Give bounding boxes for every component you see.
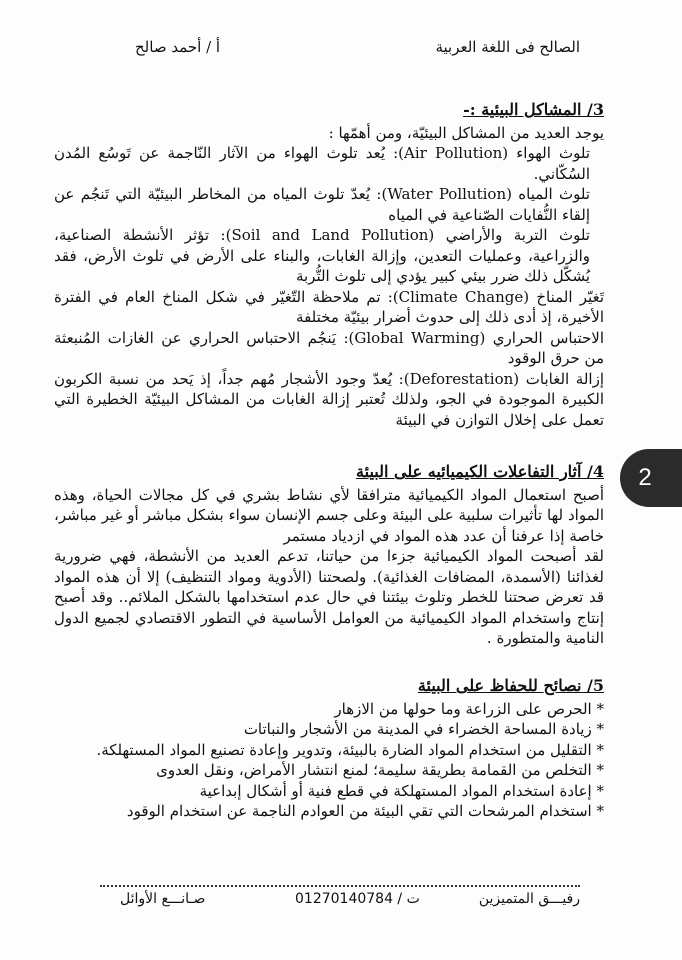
section-heading: 3/ المشاكل البيئية :- — [463, 100, 604, 119]
paragraph-climate-change: تَغيّر المناخ (Climate Change): تم ملاحظة التّغيّر في شكل المناخ العام في الفترة الأخيرة، إذ أدى ذلك إلى حدوث أضرار بيئيّة مختلفة — [54, 287, 604, 326]
section-environment-tips — [54, 676, 604, 822]
paragraph-air-pollution: تلوث الهواء (Air Pollution): يُعد تلوث الهواء من الآثار النّاجمة عن تَوسُع المُدن السُكّاني. — [54, 144, 590, 183]
paragraph-chemical-use: أصبح استعمال المواد الكيميائية مترافقا لأي نشاط بشري في كل مجالات الحياة، وهذه المواد لها تأثيرات سلبية على البيئة وعلى جسم الإنسان سواء بشكل مباشر أو غير مباشر، خاصة إذا عرفنا أن عدد هذه المواد في ازدياد مستمر — [54, 485, 604, 545]
page-footer — [100, 885, 580, 913]
tip-item: * الحرص على الزراعة وما حولها من الازهار — [334, 699, 604, 718]
footer-phone: ت / 01270140784 — [295, 891, 420, 907]
book-title: الصالح فى اللغة العربية — [435, 38, 580, 56]
author-name: أ / أحمد صالح — [135, 38, 221, 56]
section-environmental-problems — [54, 100, 604, 430]
tip-item: * إعادة استخدام المواد المستهلكة في قطع فنية أو أشكال إبداعية — [199, 781, 604, 800]
section-chemical-effects — [54, 462, 604, 649]
tip-item: * استخدام المرشحات التي تقي البيئة من العوادم الناجمة عن استخدام الوقود — [126, 802, 604, 820]
footer-dotted-line — [100, 885, 580, 887]
tip-item: * التخلص من القمامة بطريقة سليمة؛ لمنع انتشار الأمراض، ونقل العدوى — [156, 761, 604, 779]
footer-slogan-right: رفيـــق المتميزين — [478, 891, 580, 907]
tip-item: * التقليل من استخدام المواد الضارة بالبيئة، وتدوير وإعادة تصنيع المواد المستهلكة. — [96, 740, 604, 759]
paragraph-water-pollution: تلوث المياه (Water Pollution): يُعدّ تلوث المياه من المخاطر البيئيّة التي تَنجُم عن إلقاء النُّفايات الصّناعية في المياه — [54, 185, 591, 224]
page-number-badge: 2 — [620, 449, 682, 507]
paragraph-soil-pollution: تلوث التربة والأراضي (Soil and Land Pollution): تؤثر الأنشطة الصناعية، والزراعية، وعمليات التعدين، وإزالة الغابات، والبناء على الأرض في تلوث الأرض، فقد يُشكّل ذلك ضرر بيئي كبير يؤدي إلى تلوث التُّربة — [54, 226, 590, 285]
section-heading: 4/ آثار التفاعلات الكيميائيه على البيئة — [356, 462, 604, 481]
section-intro: يوجد العديد من المشاكل البيئيّة، ومن أهمّها : — [328, 123, 604, 142]
paragraph-global-warming: الاحتباس الحراري (Global Warming): يَنجُم الاحتباس الحراري عن الغازات المُنبعثة من حرق الوقود — [54, 328, 605, 367]
paragraph-deforestation: إزالة الغابات (Deforestation): يُعدّ وجود الأشجار مُهم جداً، إذ يَحد من نسبة الكربون الكبيرة الموجودة في الجو، ولذلك تُعتبر إزالة الغابات من المشاكل البيئيّة الخطيرة التي تعمل على إخلال التوازن في البيئة — [54, 369, 604, 429]
footer-slogan-left: صـانـــع الأوائل — [120, 891, 206, 907]
tip-item: * زيادة المساحة الخضراء في المدينة من الأشجار والنباتات — [243, 720, 604, 738]
section-heading: 5/ نصائح للحفاظ على البيئة — [417, 676, 604, 695]
paragraph-chemical-importance: لقد أصبحت المواد الكيميائية جزءا من حياتنا، تدعم العديد من الأنشطة، فهي ضرورية لغذائنا (الأسمدة، المضافات الغذائية). ولصحتنا (الأدوية ومواد التنظيف) إلا أن هذه المواد قد تعرض صحتنا للخطر وتلوث بيئتنا في حال عدم استخدامها بالشكل الملائم.. وقد أصبح إنتاج واستخدام المواد الكيميائية من العوامل الأساسية في التطور الاقتصادي لجميع الدول النامية والمتطورة . — [54, 547, 604, 647]
